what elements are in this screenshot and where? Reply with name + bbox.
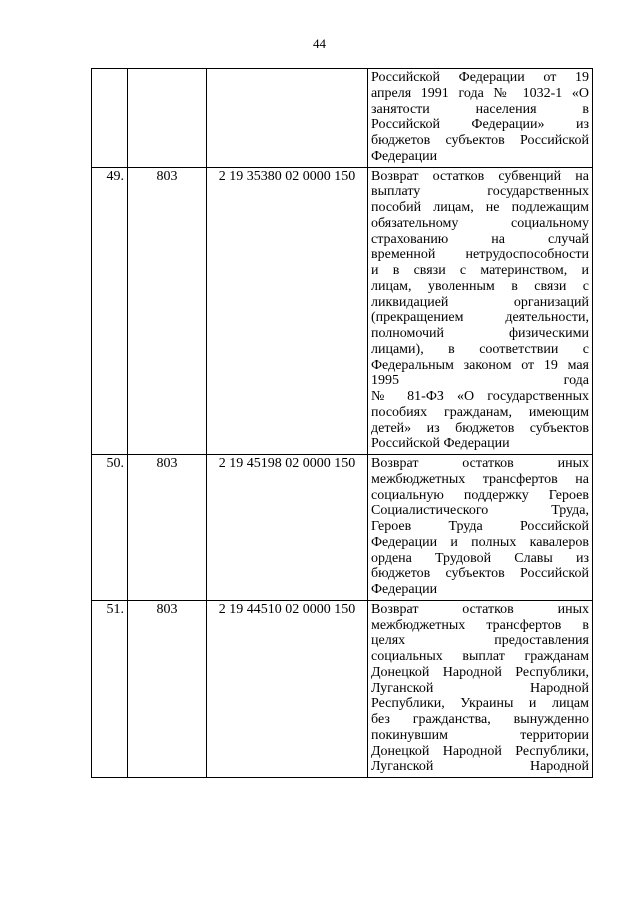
description-line: пособиях гражданам, имеющим bbox=[371, 404, 589, 420]
revenue-description-cell bbox=[368, 455, 593, 601]
description-line: бюджетов субъектов Российской bbox=[371, 566, 589, 582]
description-line: Республики, Украины и лицам bbox=[371, 696, 589, 712]
administrator-code-cell: 803 bbox=[128, 167, 207, 455]
description-line: Федерации и полных кавалеров bbox=[371, 534, 589, 550]
budget-classification-code-cell bbox=[207, 69, 368, 168]
row-number-cell: 49. bbox=[92, 167, 128, 455]
administrator-code-cell: 803 bbox=[128, 600, 207, 777]
table-row bbox=[92, 167, 593, 455]
description-line: (прекращением деятельности, bbox=[371, 310, 589, 326]
description-line: лицами), в соответствии с bbox=[371, 341, 589, 357]
description-line: межбюджетных трансфертов в bbox=[371, 617, 589, 633]
description-line: целях предоставления bbox=[371, 633, 589, 649]
table-row bbox=[92, 69, 593, 168]
revenue-description-cell bbox=[368, 167, 593, 455]
budget-classification-code-cell: 2 19 35380 02 0000 150 bbox=[207, 167, 368, 455]
description-line: пособий лицам, не подлежащим bbox=[371, 200, 589, 215]
row-number-cell bbox=[92, 69, 128, 168]
revenue-description-cell bbox=[368, 69, 593, 168]
description-line: детей» из бюджетов субъектов bbox=[371, 420, 589, 436]
description-line: 1995 года bbox=[371, 373, 589, 389]
description-line: бюджетов субъектов Российской bbox=[371, 133, 589, 148]
description-line: ордена Трудовой Славы из bbox=[371, 550, 589, 566]
table-row bbox=[92, 600, 593, 777]
description-line: без гражданства, вынужденно bbox=[371, 712, 589, 727]
row-number-cell: 50. bbox=[92, 455, 128, 601]
description-line: апреля 1991 года № 1032-1 «О bbox=[371, 85, 589, 101]
description-line: Возврат остатков иных bbox=[371, 456, 589, 471]
description-line: временной нетрудоспособности bbox=[371, 247, 589, 263]
description-line: социальных выплат гражданам bbox=[371, 649, 589, 664]
description-line: Возврат остатков иных bbox=[371, 601, 589, 617]
description-line: и в связи с материнством, и bbox=[371, 263, 589, 278]
description-line: полномочий физическими bbox=[371, 326, 589, 341]
description-line: Российской Федерации» из bbox=[371, 117, 589, 133]
description-line: ликвидацией организаций bbox=[371, 294, 589, 310]
revenue-description-cell bbox=[368, 600, 593, 777]
administrator-code-cell: 803 bbox=[128, 455, 207, 601]
description-line: Донецкой Народной Республики, bbox=[371, 664, 589, 680]
description-line: Донецкой Народной Республики, bbox=[371, 743, 589, 759]
table-body bbox=[92, 69, 593, 778]
description-line: лицам, уволенным в связи с bbox=[371, 278, 589, 294]
administrator-code-cell bbox=[128, 69, 207, 168]
budget-codes-table bbox=[91, 68, 593, 778]
budget-classification-code-cell: 2 19 44510 02 0000 150 bbox=[207, 600, 368, 777]
description-line: выплату государственных bbox=[371, 184, 589, 200]
table-row bbox=[92, 455, 593, 601]
description-line: Российской Федерации bbox=[371, 436, 510, 452]
description-line: Российской Федерации от 19 bbox=[371, 70, 589, 85]
description-line: покинувшим территории bbox=[371, 727, 589, 743]
description-line: Социалистического Труда, bbox=[371, 503, 589, 519]
description-line: Федерации bbox=[371, 582, 438, 597]
page-number: 44 bbox=[313, 36, 326, 51]
budget-classification-code-cell: 2 19 45198 02 0000 150 bbox=[207, 455, 368, 601]
description-line: социальную поддержку Героев bbox=[371, 487, 589, 503]
description-line: занятости населения в bbox=[371, 101, 589, 117]
description-line: Федерации bbox=[371, 148, 438, 164]
description-line: № 81-ФЗ «О государственных bbox=[371, 389, 589, 404]
description-line: Луганской Народной bbox=[371, 680, 589, 696]
description-line: Героев Труда Российской bbox=[371, 519, 589, 534]
description-line: межбюджетных трансфертов на bbox=[371, 471, 589, 487]
row-number-cell: 51. bbox=[92, 600, 128, 777]
description-line: Возврат остатков субвенций на bbox=[371, 168, 589, 184]
description-line: обязательному социальному bbox=[371, 215, 589, 231]
description-line: Луганской Народной bbox=[371, 759, 589, 775]
description-line: страхованию на случай bbox=[371, 231, 589, 247]
description-line: Федеральным законом от 19 мая bbox=[371, 357, 589, 373]
